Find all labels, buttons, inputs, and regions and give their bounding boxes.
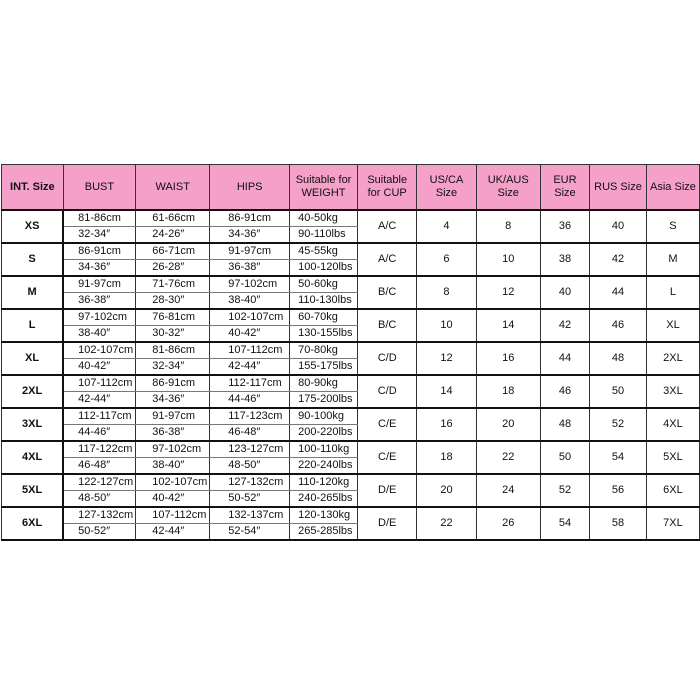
eur-size-cell: 42 [540, 309, 589, 342]
bust-inch-cell: 32-34″ [63, 227, 136, 244]
eur-size-cell: 50 [540, 441, 589, 474]
rus-size-cell: 50 [590, 375, 647, 408]
hips-inch-cell: 52-54″ [210, 524, 290, 541]
int-size-cell: M [2, 276, 64, 309]
bust-cm-cell: 112-117cm [63, 408, 136, 425]
waist-inch-cell: 30-32″ [136, 326, 210, 343]
cup-cell: A/C [357, 243, 416, 276]
bust-inch-cell: 46-48″ [63, 458, 136, 475]
cup-cell: D/E [357, 507, 416, 540]
bust-cm-cell: 117-122cm [63, 441, 136, 458]
weight-lbs-cell: 155-175lbs [290, 359, 358, 376]
weight-lbs-cell: 100-120lbs [290, 260, 358, 277]
cup-cell: C/E [357, 408, 416, 441]
weight-lbs-cell: 240-265lbs [290, 491, 358, 508]
weight-lbs-cell: 175-200lbs [290, 392, 358, 409]
hips-inch-cell: 46-48″ [210, 425, 290, 442]
uk-aus-size-cell: 8 [476, 210, 540, 243]
int-size-cell: XS [2, 210, 64, 243]
size-row-6xl [2, 507, 700, 524]
hips-inch-cell: 42-44″ [210, 359, 290, 376]
bust-inch-cell: 34-36″ [63, 260, 136, 277]
size-row-l [2, 309, 700, 326]
weight-kg-cell: 70-80kg [290, 342, 358, 359]
cup-cell: A/C [357, 210, 416, 243]
size-chart-body [2, 165, 700, 541]
size-row-3xl [2, 408, 700, 425]
int-size-cell: 3XL [2, 408, 64, 441]
hips-cm-cell: 102-107cm [210, 309, 290, 326]
bust-inch-cell: 38-40″ [63, 326, 136, 343]
waist-cm-cell: 97-102cm [136, 441, 210, 458]
header-weight: Suitable for WEIGHT [290, 165, 358, 211]
header-rus-size: RUS Size [590, 165, 647, 211]
bust-inch-cell: 50-52″ [63, 524, 136, 541]
us-ca-size-cell: 6 [417, 243, 476, 276]
rus-size-cell: 44 [590, 276, 647, 309]
weight-kg-cell: 40-50kg [290, 210, 358, 227]
eur-size-cell: 38 [540, 243, 589, 276]
weight-kg-cell: 80-90kg [290, 375, 358, 392]
waist-inch-cell: 26-28″ [136, 260, 210, 277]
size-row-xs [2, 210, 700, 227]
int-size-cell: 4XL [2, 441, 64, 474]
int-size-cell: S [2, 243, 64, 276]
uk-aus-size-cell: 16 [476, 342, 540, 375]
int-size-cell: XL [2, 342, 64, 375]
eur-size-cell: 46 [540, 375, 589, 408]
waist-inch-cell: 32-34″ [136, 359, 210, 376]
rus-size-cell: 40 [590, 210, 647, 243]
us-ca-size-cell: 16 [417, 408, 476, 441]
weight-kg-cell: 50-60kg [290, 276, 358, 293]
weight-lbs-cell: 220-240lbs [290, 458, 358, 475]
int-size-cell: L [2, 309, 64, 342]
bust-cm-cell: 91-97cm [63, 276, 136, 293]
size-chart-table [1, 164, 700, 541]
size-row-5xl [2, 474, 700, 491]
header-bust: BUST [63, 165, 136, 211]
hips-inch-cell: 36-38″ [210, 260, 290, 277]
us-ca-size-cell: 8 [417, 276, 476, 309]
cup-cell: C/D [357, 342, 416, 375]
us-ca-size-cell: 10 [417, 309, 476, 342]
size-row-s [2, 243, 700, 260]
hips-inch-cell: 34-36″ [210, 227, 290, 244]
bust-cm-cell: 102-107cm [63, 342, 136, 359]
bust-cm-cell: 81-86cm [63, 210, 136, 227]
waist-inch-cell: 28-30″ [136, 293, 210, 310]
us-ca-size-cell: 14 [417, 375, 476, 408]
header-waist: WAIST [136, 165, 210, 211]
waist-cm-cell: 102-107cm [136, 474, 210, 491]
waist-inch-cell: 34-36″ [136, 392, 210, 409]
eur-size-cell: 48 [540, 408, 589, 441]
rus-size-cell: 52 [590, 408, 647, 441]
bust-inch-cell: 42-44″ [63, 392, 136, 409]
bust-cm-cell: 97-102cm [63, 309, 136, 326]
hips-cm-cell: 117-123cm [210, 408, 290, 425]
weight-lbs-cell: 130-155lbs [290, 326, 358, 343]
hips-cm-cell: 97-102cm [210, 276, 290, 293]
header-int-size: INT. Size [2, 165, 64, 211]
cup-cell: D/E [357, 474, 416, 507]
waist-inch-cell: 36-38″ [136, 425, 210, 442]
waist-cm-cell: 81-86cm [136, 342, 210, 359]
size-row-4xl [2, 441, 700, 458]
asia-size-cell: M [646, 243, 699, 276]
rus-size-cell: 42 [590, 243, 647, 276]
int-size-cell: 5XL [2, 474, 64, 507]
rus-size-cell: 48 [590, 342, 647, 375]
asia-size-cell: 2XL [646, 342, 699, 375]
uk-aus-size-cell: 14 [476, 309, 540, 342]
eur-size-cell: 54 [540, 507, 589, 540]
weight-kg-cell: 110-120kg [290, 474, 358, 491]
waist-cm-cell: 76-81cm [136, 309, 210, 326]
bust-inch-cell: 48-50″ [63, 491, 136, 508]
waist-cm-cell: 91-97cm [136, 408, 210, 425]
hips-inch-cell: 50-52″ [210, 491, 290, 508]
uk-aus-size-cell: 22 [476, 441, 540, 474]
waist-inch-cell: 38-40″ [136, 458, 210, 475]
weight-kg-cell: 60-70kg [290, 309, 358, 326]
int-size-cell: 2XL [2, 375, 64, 408]
rus-size-cell: 46 [590, 309, 647, 342]
waist-inch-cell: 42-44″ [136, 524, 210, 541]
header-uk-aus-size: UK/AUS Size [476, 165, 540, 211]
waist-inch-cell: 24-26″ [136, 227, 210, 244]
uk-aus-size-cell: 10 [476, 243, 540, 276]
us-ca-size-cell: 20 [417, 474, 476, 507]
waist-cm-cell: 61-66cm [136, 210, 210, 227]
hips-inch-cell: 44-46″ [210, 392, 290, 409]
hips-cm-cell: 107-112cm [210, 342, 290, 359]
int-size-cell: 6XL [2, 507, 64, 540]
uk-aus-size-cell: 12 [476, 276, 540, 309]
hips-inch-cell: 40-42″ [210, 326, 290, 343]
hips-cm-cell: 112-117cm [210, 375, 290, 392]
size-row-xl [2, 342, 700, 359]
waist-inch-cell: 40-42″ [136, 491, 210, 508]
weight-kg-cell: 90-100kg [290, 408, 358, 425]
us-ca-size-cell: 18 [417, 441, 476, 474]
header-asia-size: Asia Size [646, 165, 699, 211]
bust-inch-cell: 40-42″ [63, 359, 136, 376]
weight-kg-cell: 100-110kg [290, 441, 358, 458]
uk-aus-size-cell: 18 [476, 375, 540, 408]
rus-size-cell: 54 [590, 441, 647, 474]
asia-size-cell: 6XL [646, 474, 699, 507]
size-row-m [2, 276, 700, 293]
bust-inch-cell: 44-46″ [63, 425, 136, 442]
waist-cm-cell: 107-112cm [136, 507, 210, 524]
weight-lbs-cell: 265-285lbs [290, 524, 358, 541]
weight-kg-cell: 45-55kg [290, 243, 358, 260]
uk-aus-size-cell: 20 [476, 408, 540, 441]
waist-cm-cell: 86-91cm [136, 375, 210, 392]
asia-size-cell: L [646, 276, 699, 309]
weight-lbs-cell: 90-110lbs [290, 227, 358, 244]
size-row-2xl [2, 375, 700, 392]
rus-size-cell: 56 [590, 474, 647, 507]
hips-inch-cell: 38-40″ [210, 293, 290, 310]
asia-size-cell: 5XL [646, 441, 699, 474]
asia-size-cell: S [646, 210, 699, 243]
eur-size-cell: 40 [540, 276, 589, 309]
uk-aus-size-cell: 24 [476, 474, 540, 507]
cup-cell: C/D [357, 375, 416, 408]
hips-cm-cell: 132-137cm [210, 507, 290, 524]
bust-cm-cell: 122-127cm [63, 474, 136, 491]
us-ca-size-cell: 22 [417, 507, 476, 540]
eur-size-cell: 52 [540, 474, 589, 507]
asia-size-cell: 3XL [646, 375, 699, 408]
weight-lbs-cell: 110-130lbs [290, 293, 358, 310]
asia-size-cell: 7XL [646, 507, 699, 540]
us-ca-size-cell: 4 [417, 210, 476, 243]
cup-cell: B/C [357, 276, 416, 309]
hips-inch-cell: 48-50″ [210, 458, 290, 475]
hips-cm-cell: 86-91cm [210, 210, 290, 227]
eur-size-cell: 36 [540, 210, 589, 243]
cup-cell: B/C [357, 309, 416, 342]
header-us-ca-size: US/CA Size [417, 165, 476, 211]
rus-size-cell: 58 [590, 507, 647, 540]
bust-inch-cell: 36-38″ [63, 293, 136, 310]
waist-cm-cell: 71-76cm [136, 276, 210, 293]
header-hips: HIPS [210, 165, 290, 211]
bust-cm-cell: 86-91cm [63, 243, 136, 260]
weight-kg-cell: 120-130kg [290, 507, 358, 524]
cup-cell: C/E [357, 441, 416, 474]
header-cup: Suitable for CUP [357, 165, 416, 211]
bust-cm-cell: 127-132cm [63, 507, 136, 524]
us-ca-size-cell: 12 [417, 342, 476, 375]
waist-cm-cell: 66-71cm [136, 243, 210, 260]
weight-lbs-cell: 200-220lbs [290, 425, 358, 442]
hips-cm-cell: 123-127cm [210, 441, 290, 458]
bust-cm-cell: 107-112cm [63, 375, 136, 392]
asia-size-cell: XL [646, 309, 699, 342]
header-row [2, 165, 700, 211]
eur-size-cell: 44 [540, 342, 589, 375]
hips-cm-cell: 127-132cm [210, 474, 290, 491]
asia-size-cell: 4XL [646, 408, 699, 441]
uk-aus-size-cell: 26 [476, 507, 540, 540]
hips-cm-cell: 91-97cm [210, 243, 290, 260]
header-eur-size: EUR Size [540, 165, 589, 211]
